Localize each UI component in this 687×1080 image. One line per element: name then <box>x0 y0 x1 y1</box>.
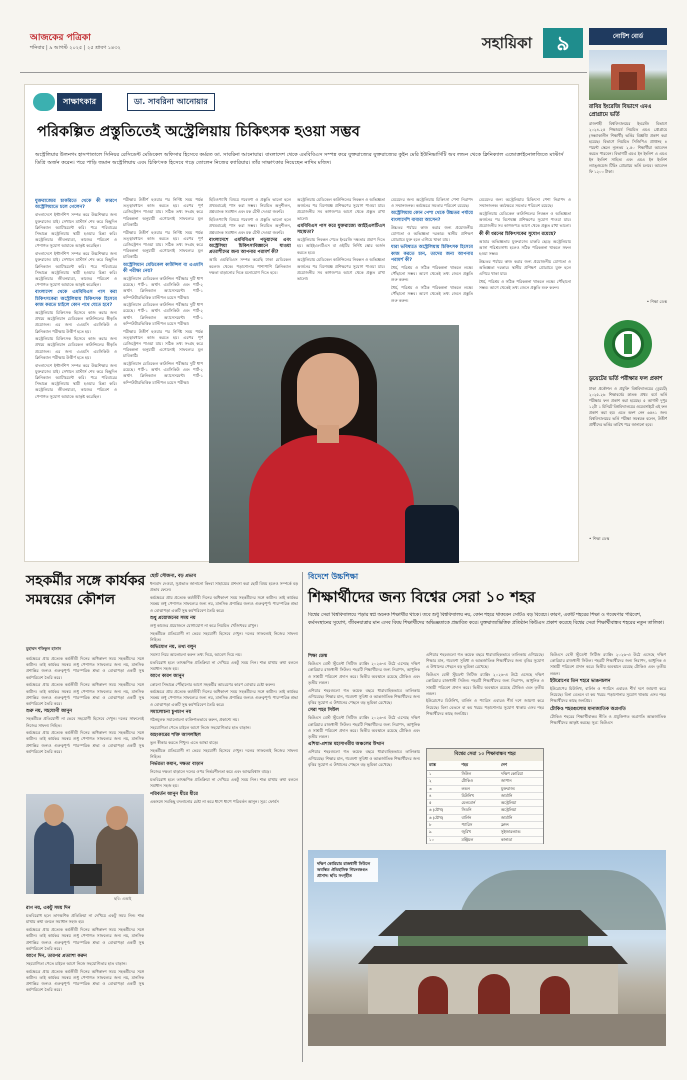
paragraph: শুধু কাজের প্রয়োজনে যোগাযোগ না করে নিয়মিত খোঁজখবর রাখুন। <box>150 622 258 628</box>
paragraph: কিউএস বেস্ট স্টুডেন্ট সিটিজ র‍্যাঙ্কিং ২০২৬-এ উঠে এসেছে দক্ষিণ কোরিয়ার রাজধানী সিউল। শহরটি শিক্ষার্থীদের জন্য নিরাপদ, আধুনিক ও সাশ্রয়ী পরিবেশ প্রদান করে। দ্বিতীয় অবস্থানে রয়েছে টোকিও এবং তৃতীয় লন্ডন। <box>426 672 544 696</box>
table-cell: ৬ (যৌথ) <box>429 814 444 820</box>
subheading: ছোট সৌজন্য, বড় প্রভাব <box>150 574 196 579</box>
subheading: সমালোচনা চুপচাপ নয় <box>150 709 192 715</box>
question: যারা ভবিষ্যতে অস্ট্রেলিয়ায় চিকিৎসক হিসেবে কাজ করতে চান, তাদের জন্য আপনার পরামর্শ কী? <box>391 245 473 263</box>
subheading: নির্ভরতা কমান, দক্ষতা বাড়ান <box>150 762 204 768</box>
table-header-cell: র‍্যাঙ্ক <box>429 762 437 767</box>
table-row <box>427 807 543 814</box>
palace-roof-lower <box>358 946 628 964</box>
study-col-1 <box>308 652 420 842</box>
photo-person-left <box>34 820 74 894</box>
paragraph: কিউএস বেস্ট স্টুডেন্ট সিটিজ র‍্যাঙ্কিং ২০২৬-এ উঠে এসেছে দক্ষিণ কোরিয়ার রাজধানী সিউল। শহরটি শিক্ষার্থীদের জন্য নিরাপদ, আধুনিক ও সাশ্রয়ী পরিবেশ প্রদান করে। দ্বিতীয় অবস্থানে রয়েছে টোকিও এবং তৃতীয় লন্ডন। <box>550 652 666 676</box>
table-cell: ৮ <box>429 822 432 828</box>
answer: মেয়েদের জন্য অস্ট্রেলিয়ায় চিকিৎসা পেশা নিরাপদ ও সম্মানজনক। কর্মক্ষেত্রে সমতার পরিবেশ রয়েছে। <box>479 197 571 209</box>
answer: অস্ট্রেলিয়ান মেডিকেল কাউন্সিল পরীক্ষার দুটি ধাপ রয়েছে। পার্ট-১ অর্থাৎ এমসিকিউ এবং পার্ট-২ অর্থাৎ ক্লিনিক্যাল অ্যাসেসমেন্ট। পার্ট-১ কম্পিউটারভিত্তিক মাল্টিপল চয়েস পরীক্ষা। <box>123 275 203 300</box>
paragraph: সহযোগিতা পেতে চাইলে আগে নিজে সহযোগিতার হাত বাড়ান। <box>26 961 127 967</box>
paragraph: ধন্যবাদ দেওয়া, সুপ্রভাত জানানো কিংবা সাহায্যের প্রশংসা করা ছোট বিষয় হলেও সম্পর্কে বড় প্রভাব ফেলে। <box>150 581 298 593</box>
paragraph: কর্মক্ষেত্রে প্রায় প্রত্যেক কর্মজীবী দিনের অধিকাংশ সময় সহকর্মীদের সঙ্গে কাটান। তাই কার্যকর সমন্বয় শুধু পেশাগত সাফল্যের জন্য নয়, মানসিক প্রশান্তির জন্যও গুরুত্বপূর্ণ। পারস্পরিক শ্রদ্ধা ও বোঝাপড়া একটি সুস্থ কর্মপরিবেশ তৈরি করে। <box>26 927 144 951</box>
career-col-1-bottom <box>26 904 144 1064</box>
career-byline: মুহাম্মদ শফিকুল হাসান <box>26 646 62 651</box>
career-photo-caption: ছবি: এআই <box>114 896 132 901</box>
paragraph: কিউএস বেস্ট স্টুডেন্ট সিটিজ র‍্যাঙ্কিং ২০২৬-এ উঠে এসেছে দক্ষিণ কোরিয়ার রাজধানী সিউল। শহরটি শিক্ষার্থীদের জন্য নিরাপদ, আধুনিক ও সাশ্রয়ী পরিবেশ প্রদান করে। দ্বিতীয় অবস্থানে রয়েছে টোকিও এবং তৃতীয় লন্ডন। <box>308 661 420 685</box>
palace-photo <box>308 850 666 1046</box>
table-cell: বার্লিন <box>461 814 472 820</box>
answer: ধৈর্য, পরিশ্রম ও সঠিক পরিকল্পনা থাকলে লক্ষ্যে পৌঁছানো সম্ভব। আগে থেকেই তথ্য জেনে প্রস্তুতি শুরু করুন। <box>391 285 473 303</box>
table-cell: সিডনি <box>461 807 472 813</box>
answer: পরীক্ষায় উত্তীর্ণ হওয়ার পর নির্দিষ্ট সময় পর্যন্ত তত্ত্বাবধানে কাজ করতে হয়। এরপর পূর্ণ রেজিস্ট্রেশন পাওয়া যায়। সঠিক তথ্য সংগ্রহ করে পরিকল্পনা অনুযায়ী এগোনোই সাফল্যের মূল চাবিকাঠি। <box>123 328 203 359</box>
paragraph: নিজের দক্ষতা বাড়ালে দলের ওপর নির্ভরশীলতা কমে এবং আত্মবিশ্বাস বাড়ে। <box>150 769 271 775</box>
table-cell: ১ <box>429 771 432 776</box>
interview-headline: পরিকল্পিত প্রস্তুতিতেই অস্ট্রেলিয়ায় চিকিৎসক হওয়া সম্ভব <box>37 124 360 140</box>
notice-body-1: রাজশাহী বিশ্ববিদ্যালয়ের ইংরেজি বিভাগে ২০২৪-২৫ শিক্ষাবর্ষে নিয়মিত এমএ প্রোগ্রামে (সন্ধ্যাকালীন শিক্ষার্থী) ভর্তির বিজ্ঞপ্তি প্রকাশ করা হয়েছে। বিভাগে নিয়মিত সিজিপিএ প্রাপ্তসহ ৪ পয়েন্ট স্কেলে ন্যূনতম ২.৫০ শিক্ষার্থীরা আবেদন করতে পারবেন। বিভাগটি এমএ ইন ইংলিশ এ এমএ ইন ইংলিশ সাহিত্য এবং এমএ ইন ইংলিশ ল্যাঙ্গুয়েজ টিচিং প্রোগ্রামে ভর্তি চলবে। আবেদন ফি ১২০০ টাকা। <box>589 121 667 174</box>
study-intro: বিশ্বের সেরা বিশ্ববিদ্যালয়ে পড়ার স্বপ্ন অনেক শিক্ষার্থীর থাকে। তবে শুধু বিশ্ববিদ্যালয় নয়, কোন শহরে থাকবেন সেটিও বড় বিবেচ্য। কারণ, একটি শহরের শিক্ষা ও গবেষণার পরিবেশ, কর্মসংস্থানের সুযোগ, জীবনযাত্রার মান এসব বিষয় শিক্ষার্থীদের অভিজ্ঞতাকে প্রভাবিত করে। যুক্তরাজ্যভিত্তিক প্রতিষ্ঠান কিউএস প্রকাশ করেছে বিশ্বের সেরা শিক্ষার্থীবান্ধব শহরের নতুন তালিকা। <box>308 613 664 626</box>
study-abroad-section <box>306 566 667 1066</box>
table-cell: টোকিও <box>461 778 473 784</box>
table-cell: মেলবোর্ন <box>461 800 476 806</box>
table-cell: ফ্রান্স <box>500 822 509 828</box>
paragraph: সহযোগিতা পেতে চাইলে আগে নিজে সহযোগিতার হাত বাড়ান। <box>150 724 251 730</box>
study-col-2 <box>426 652 544 742</box>
table-row <box>427 778 543 785</box>
interview-intro: অস্ট্রেলিয়ার উলনগং হাসপাতালে সিনিয়র রেসিডেন্ট মেডিকেল অফিসার হিসেবে কর্মরত ডা. সাবরিনা আনোয়ার। বাংলাদেশ থেকে এমবিবিএস সম্পন্ন করে যুক্তরাজ্যের যুক্তরাজ্যের কুইন মেরি ইউনিভার্সিটি অব লন্ডন থেকে ক্লিনিক্যাল এন্ডোক্রাইনোলজিতে মাস্টার্স ডিগ্রি অর্জন করেন। পরে পাড়ি জমান অস্ট্রেলিয়ায় এবং চিকিৎসক হিসেবে গড়ে তোলেন নিজের ক্যারিয়ার। তাঁর সাক্ষাৎকার নিয়েছেন নাদিম মজিদ। <box>35 152 564 166</box>
answer: অস্ট্রেলিয়ান মেডিকেল কাউন্সিল পরীক্ষার দুটি ধাপ রয়েছে। পার্ট-১ অর্থাৎ এমসিকিউ এবং পার্ট-২ অর্থাৎ ক্লিনিক্যাল অ্যাসেসমেন্ট। পার্ট-১ কম্পিউটারভিত্তিক মাল্টিপল চয়েস পরীক্ষা। <box>123 361 203 385</box>
notice-board-tab[interactable]: নোটিশ বোর্ড <box>589 28 667 45</box>
section-title: সহায়িকা <box>481 34 532 52</box>
portrait-neck <box>317 425 339 443</box>
masthead <box>20 28 587 73</box>
subheading: অভিযোগ নয়, তথ্য বলুন <box>150 645 197 651</box>
answer: পরীক্ষায় উত্তীর্ণ হওয়ার পর নির্দিষ্ট সময় পর্যন্ত তত্ত্বাবধানে কাজ করতে হয়। এরপর পূর্ণ রেজিস্ট্রেশন পাওয়া যায়। সঠিক তথ্য সংগ্রহ করে পরিকল্পনা অনুযায়ী এগোনোই সাফল্যের মূল চাবিকাঠি। <box>123 229 203 260</box>
notice-sign-2: • শিক্ষা ডেস্ক <box>589 535 610 541</box>
interview-section <box>24 84 579 562</box>
answer: ধৈর্য, পরিশ্রম ও সঠিক পরিকল্পনা থাকলে লক্ষ্যে পৌঁছানো সম্ভব। আগে থেকেই তথ্য জেনে প্রস্তুতি শুরু করুন। <box>479 278 571 291</box>
subheading: রাগ নয়, একটু সময় দিন <box>26 906 71 911</box>
table-cell: অস্ট্রেলিয়া <box>500 800 517 806</box>
table-header-cell: শহর <box>461 762 469 767</box>
interviewee-name: ডা. সাবরিনা আনোয়ার <box>127 93 215 111</box>
table-row <box>427 786 543 793</box>
answer: অস্ট্রেলিয়ায় মেডিকেল কাউন্সিলের নিবন্ধন ও অভিজ্ঞতা অর্জনের পর বিশেষজ্ঞ প্রশিক্ষণের সুযোগ পাওয়া যায়। প্রয়োজনীয় সব কাগজপত্র আগে থেকে প্রস্তুত রাখা ভালো। <box>479 210 571 229</box>
paragraph: মতবিরোধ হলে তাৎক্ষণিক প্রতিক্রিয়া না দেখিয়ে একটু সময় নিন। শান্ত মাথায় কথা বললে সমাধান সহজ হয়। <box>26 913 144 925</box>
answer: অস্ট্রেলিয়ায় চিকিৎসক হিসেবে কাজ করার জন্য প্রথমে অস্ট্রেলিয়ান মেডিকেল কাউন্সিলের স্বীকৃতি প্রয়োজন। এর জন্য এএমসি এমসিকিউ ও ক্লিনিক্যাল পরীক্ষায় উত্তীর্ণ হতে হয়। <box>35 336 117 360</box>
answer: অস্ট্রেলিয়ায় চিকিৎসক হিসেবে কাজ করার জন্য প্রথমে অস্ট্রেলিয়ান মেডিকেল কাউন্সিলের স্বীকৃতি প্রয়োজন। এর জন্য এএমসি এমসিকিউ ও ক্লিনিক্যাল পরীক্ষায় উত্তীর্ণ হতে হয়। <box>35 309 117 334</box>
question: কী কী ধরনের চিকিৎসকের সুযোগ রয়েছে? <box>479 231 556 237</box>
career-col-2 <box>150 572 298 1064</box>
answer: অস্ট্রেলিয়ান মেডিকেল কাউন্সিল পরীক্ষার দুটি ধাপ রয়েছে। পার্ট-১ অর্থাৎ এমসিকিউ এবং পার্ট-২ অর্থাৎ ক্লিনিক্যাল অ্যাসেসমেন্ট। পার্ট-১ কম্পিউটারভিত্তিক মাল্টিপল চয়েস পরীক্ষা। <box>123 302 203 326</box>
answer: উচ্চতর পর্যায়ে কাজ করার জন্য প্রয়োজনীয় যোগ্যতা ও অভিজ্ঞতা দরকার। স্থানীয় প্রশিক্ষণ প্রোগ্রামে যুক্ত হলে এগিয়ে থাকা যায়। <box>391 224 473 243</box>
ranking-table-header <box>427 761 543 771</box>
table-cell: প্যারিস <box>461 822 473 828</box>
notice-title-1: রাবির ইংরেজি বিভাগে এমএ প্রোগ্রামে ভর্তি <box>589 104 652 118</box>
subheading: আগে কারণ জানুন <box>150 674 185 680</box>
notice-board <box>589 28 667 583</box>
table-cell: জার্মানি <box>500 792 513 798</box>
interview-col-3 <box>209 197 291 319</box>
table-cell: ৯ <box>429 829 432 835</box>
table-cell: অস্ট্রেলিয়া <box>500 807 517 813</box>
answer: অস্ট্রেলিয়ায় নিবন্ধন পেতে ইংরেজি দক্ষতার প্রমাণ দিতে হয়। আইইএলটিএস বা ওইটির নির্দিষ্ট স্কোর অর্জন করতে হবে। <box>297 237 385 255</box>
table-row <box>427 793 543 800</box>
notice-logo-duet <box>604 320 652 368</box>
table-cell: কানাডা <box>500 836 513 842</box>
answer: বাংলাদেশে ইন্টার্নশিপ সম্পন্ন করে উচ্চশিক্ষার জন্য যুক্তরাজ্যে যাই। সেখানে মাস্টার্স শেষ করে কিছুদিন ক্লিনিক্যাল অ্যাটাচমেন্ট করি। পরে পরিবারের সিদ্ধান্তে অস্ট্রেলিয়ায় স্থায়ী হওয়ার চিন্তা করি। অস্ট্রেলিয়ার জীবনযাত্রা, কাজের পরিবেশ ও পেশাগত সুযোগ আমাকে আকৃষ্ট করেছিল। <box>35 212 117 249</box>
byline: শিক্ষা ডেস্ক <box>308 654 328 659</box>
photo-person-right <box>96 824 138 894</box>
paragraph: কিউএস বেস্ট স্টুডেন্ট সিটিজ র‍্যাঙ্কিং ২০২৬-এ উঠে এসেছে দক্ষিণ কোরিয়ার রাজধানী সিউল। শহরটি শিক্ষার্থীদের জন্য নিরাপদ, আধুনিক ও সাশ্রয়ী পরিবেশ প্রদান করে। দ্বিতীয় অবস্থানে রয়েছে টোকিও এবং তৃতীয় লন্ডন। <box>308 715 420 739</box>
photo-person-right-head <box>106 806 128 830</box>
photo-person-left-head <box>44 804 64 826</box>
palace-roof <box>378 910 608 936</box>
photo-caption-box <box>314 858 378 882</box>
subheading: আগে দিন, তারপর প্রত্যাশা করুন <box>26 953 87 959</box>
column-divider <box>302 572 303 1062</box>
answer: উচ্চতর পর্যায়ে কাজ করার জন্য প্রয়োজনীয় যোগ্যতা ও অভিজ্ঞতা দরকার। স্থানীয় প্রশিক্ষণ প্রোগ্রামে যুক্ত হলে এগিয়ে থাকা যায়। <box>479 258 571 277</box>
question: এমবিবিএস পাস করে যুক্তরাজ্যে আইইএলটিএস সহায়তা? <box>297 223 385 236</box>
table-row <box>427 837 543 844</box>
table-cell: মন্ট্রিয়ল <box>461 836 474 842</box>
question: বাংলাদেশে এমবিবিএস পড়ুয়াদের এবং অস্ট্রেলিয়া চিকিৎসাবিজ্ঞানে যাওয়া প্রত্যাশীদের জন্য আপনার পরামর্শ কী? <box>209 237 291 256</box>
paragraph: কর্মক্ষেত্রে প্রায় প্রত্যেক কর্মজীবী দিনের অধিকাংশ সময় সহকর্মীদের সঙ্গে কাটান। তাই কার্যকর সমন্বয় শুধু পেশাগত সাফল্যের জন্য নয়, মানসিক প্রশান্তির জন্যও গুরুত্বপূর্ণ। পারস্পরিক শ্রদ্ধা ও বোঝাপড়া একটি সুস্থ কর্মপরিবেশ তৈরি করে। <box>150 595 298 613</box>
question: যুক্তরাজ্যের চাকরিতে থেকে কী কারণে অস্ট্রেলিয়াতে চলে গেলেন? <box>35 199 117 211</box>
brand-name[interactable]: আজকের পত্রিকা <box>30 33 91 43</box>
career-headline: সহকর্মীর সঙ্গে কার্যকর সমন্বয়ের কৌশল <box>26 573 146 608</box>
paragraph: এশিয়ার শহরগুলো গত কয়েক বছরে ধারাবাহিকভাবে তালিকায় এগিয়েছে। শিক্ষার মান, গবেষণা সুবিধা ও আন্তর্জাতিক শিক্ষার্থীদের জন্য বৃত্তির সুযোগ এ উত্থানের পেছনে বড় ভূমিকা রেখেছে। <box>308 687 420 705</box>
table-cell: সুইজারল্যান্ড <box>500 829 521 835</box>
palace-beam <box>398 936 588 946</box>
subheading: পরিবর্তন আনুন ধীরে ধীরে <box>150 791 198 797</box>
paragraph: কর্মক্ষেত্রে প্রায় প্রত্যেক কর্মজীবী দিনের অধিকাংশ সময় সহকর্মীদের সঙ্গে কাটান। তাই কার্যকর সমন্বয় শুধু পেশাগত সাফল্যের জন্য নয়, মানসিক প্রশান্তির জন্যও গুরুত্বপূর্ণ। পারস্পরিক শ্রদ্ধা ও বোঝাপড়া একটি সুস্থ কর্মপরিবেশ তৈরি করে। <box>150 689 298 707</box>
answer: পরীক্ষায় উত্তীর্ণ হওয়ার পর নির্দিষ্ট সময় পর্যন্ত তত্ত্বাবধানে কাজ করতে হয়। এরপর পূর্ণ রেজিস্ট্রেশন পাওয়া যায়। সঠিক তথ্য সংগ্রহ করে পরিকল্পনা অনুযায়ী এগোনোই সাফল্যের মূল চাবিকাঠি। <box>123 197 203 227</box>
study-headline: শিক্ষার্থীদের জন্য বিশ্বের সেরা ১০ শহর <box>308 588 536 606</box>
portrait-top <box>249 435 414 563</box>
paragraph: গঠনমূলক সমালোচনা ব্যক্তিগতভাবে করুন, প্রকাশ্যে নয়। <box>150 717 239 723</box>
subheading: শুধু প্রয়োজনের সময় নয় <box>150 615 196 621</box>
paragraph: ভুল স্বীকার করতে শিখুন। এতে আস্থা বাড়ে। <box>150 740 219 746</box>
paragraph: সহকর্মীকে প্রতিযোগী না ভেবে সহযোগী হিসেবে দেখুন। দলের সাফল্যেই নিজের সাফল্য নিহিত। <box>150 747 298 760</box>
plaza-ground <box>308 1014 666 1046</box>
answer: হিমিওপ্যাথি বিষয়ে গবেষণা ও প্রস্তুতি ভালো হলে প্রথমবারেই পাস করা সম্ভব। নিয়মিত অনুশীলন, প্রশ্নব্যাংক সমাধান এবং মক টেস্ট দেওয়া জরুরি। <box>209 217 291 235</box>
table-cell: লন্ডন <box>461 785 470 791</box>
subheading: ইউরোপের তিন শহরে ভাঙনচলন <box>550 678 611 684</box>
table-cell: সিউল <box>461 771 472 776</box>
answer: হিমিওপ্যাথি বিষয়ে গবেষণা ও প্রস্তুতি ভালো হলে প্রথমবারেই পাস করা সম্ভব। নিয়মিত অনুশীলন, প্রশ্নব্যাংক সমাধান এবং মক টেস্ট দেওয়া জরুরি। <box>209 197 291 215</box>
answer: অস্ট্রেলিয়ায় মেডিকেল কাউন্সিলের নিবন্ধন ও অভিজ্ঞতা অর্জনের পর বিশেষজ্ঞ প্রশিক্ষণের সুযোগ পাওয়া যায়। প্রয়োজনীয় সব কাগজপত্র আগে থেকে প্রস্তুত রাখা ভালো। <box>297 257 385 281</box>
paragraph: কর্মক্ষেত্রে প্রায় প্রত্যেক কর্মজীবী দিনের অধিকাংশ সময় সহকর্মীদের সঙ্গে কাটান। তাই কার্যকর সমন্বয় শুধু পেশাগত সাফল্যের জন্য নয়, মানসিক প্রশান্তির জন্যও গুরুত্বপূর্ণ। পারস্পরিক শ্রদ্ধা ও বোঝাপড়া একটি সুস্থ কর্মপরিবেশ তৈরি করে। <box>26 656 144 680</box>
table-row <box>427 771 543 778</box>
table-cell: জার্মানি <box>500 814 513 820</box>
question: বাংলাদেশ থেকে এমবিবিএস পাস করা চিকিৎসকেরা অস্ট্রেলিয়ায় চিকিৎসক হিসেবে কাজ করতে চাইলে কোন পথে যেতে হবে? <box>35 290 117 308</box>
portrait-photo <box>209 325 459 563</box>
ranking-table-body <box>427 771 543 844</box>
palace-gate-left <box>418 976 448 1014</box>
table-row <box>427 800 543 807</box>
palace-gate-right <box>540 976 570 1014</box>
table-cell: ৩ <box>429 785 432 791</box>
ranking-table-title: বিশ্বের সেরা ১০ শিক্ষাবান্ধব শহর <box>427 749 543 761</box>
subheading: শুরু নয়, সহযোগী জানুন <box>26 709 72 715</box>
answer: আমি এমবিবিএস সম্পন্ন করেছি ঢাকা মেডিকেল কলেজ থেকে। পড়াশোনার পাশাপাশি ক্লিনিক্যাল দক্ষতা বাড়ানোর দিকে মনোযোগ দিতে হবে। <box>209 257 291 275</box>
answer: অস্ট্রেলিয়ায় মেডিকেল কাউন্সিলের নিবন্ধন ও অভিজ্ঞতা অর্জনের পর বিশেষজ্ঞ প্রশিক্ষণের সুযোগ পাওয়া যায়। প্রয়োজনীয় সব কাগজপত্র আগে থেকে প্রস্তুত রাখা ভালো। <box>297 197 385 221</box>
study-kicker: বিদেশে উচ্চশিক্ষা <box>308 572 359 581</box>
paragraph: কোনো সিদ্ধান্তে পৌঁছানোর আগে সহকর্মীর আচরণের কারণ বোঝার চেষ্টা করুন। <box>150 681 276 687</box>
dateline: শনিবার | ৯ আগস্ট ২০২৫ | ২৫ শ্রাবণ ১৪৩২ <box>30 45 121 51</box>
page-number: ৯ <box>556 31 570 55</box>
table-cell: দক্ষিণ কোরিয়া <box>500 771 523 776</box>
interview-col-1 <box>35 197 117 557</box>
photo-laptop <box>70 864 102 886</box>
notice-body-2: ঢাকা প্রকৌশল ও প্রযুক্তি বিশ্ববিদ্যালয়ের (ডুয়েট) ২০২৫-২৬ শিক্ষাবর্ষের স্নাতক প্রথম বর্ষে ভর্তি পরীক্ষার ফল প্রকাশ করা হয়েছে। ৫ আগস্ট দুপুর ১২টা ১ মিনিটে বিশ্ববিদ্যালয়ের ওয়েবসাইটে এই ফল প্রকাশ করা হয়। এতে অংশ নেন ৬৫৪১ জন। বিশ্ববিদ্যালয়ের ভর্তি পরীক্ষা সমন্বয়ক বলেন, উত্তীর্ণ প্রার্থীদের ভর্তির তারিখ পরে জানানো হবে। <box>589 385 667 427</box>
table-header-cell: দেশ <box>500 762 507 767</box>
ranking-table <box>426 748 544 844</box>
paragraph: সহকর্মীকে প্রতিযোগী না ভেবে সহযোগী হিসেবে দেখুন। দলের সাফল্যেই নিজের সাফল্য নিহিত। <box>150 630 298 642</box>
subheading: টোকিও শহরগুলোর মানাজাতিক অগ্রগতি <box>550 706 626 712</box>
notice-photo-rabi <box>589 50 667 100</box>
table-cell: ২ <box>429 778 432 784</box>
career-section <box>24 566 299 1066</box>
notice-sign-1: • শিক্ষা ডেস্ক <box>646 299 667 304</box>
portrait-bag <box>405 505 459 563</box>
interview-col-2 <box>123 197 203 557</box>
table-cell: ৬ (যৌথ) <box>429 807 444 813</box>
paragraph: ইউরোপের মিউনিখ, বার্লিন ও প্যারিস এবারও শীর্ষ দশে জায়গা করে নিয়েছে। বিনা বেতনে বা কম খরচে পড়াশোনার সুযোগ থাকায় এসব শহর শিক্ষার্থীদের কাছে জনপ্রিয়। <box>426 698 544 716</box>
speech-bubble-icon <box>33 93 55 111</box>
subheading: অহংকারের শক্তি আসলছিল <box>150 732 201 738</box>
answer: ধৈর্য, পরিশ্রম ও সঠিক পরিকল্পনা থাকলে লক্ষ্যে পৌঁছানো সম্ভব। আগে থেকেই তথ্য জেনে প্রস্তুতি শুরু করুন। <box>391 265 473 283</box>
table-row <box>427 829 543 836</box>
palace-gate-middle <box>478 974 510 1014</box>
subheading: সেরা শহর সিউল <box>308 708 339 714</box>
answer: আমার অভিজ্ঞতায় যুক্তরাজ্যে চাকরি ছেড়ে অস্ট্রেলিয়ায় আসা পরিশ্রমসাধ্য হলেও সঠিক পরিকল্পনা থাকলে সফল হওয়া সম্ভব। <box>479 238 571 257</box>
page-number-box <box>543 28 583 58</box>
paragraph: মতবিরোধ হলে তাৎক্ষণিক প্রতিক্রিয়া না দেখিয়ে একটু সময় নিন। শান্ত মাথায় কথা বললে সমাধান সহজ হয়। <box>150 659 298 672</box>
table-cell: ১০ <box>429 836 435 842</box>
paragraph: মতবিরোধ হলে তাৎক্ষণিক প্রতিক্রিয়া না দেখিয়ে একটু সময় নিন। শান্ত মাথায় কথা বললে সমাধান সহজ হয়। <box>150 777 298 789</box>
badge-label: সাক্ষাৎকার <box>57 93 102 111</box>
paragraph: ইউরোপের মিউনিখ, বার্লিন ও প্যারিস এবারও শীর্ষ দশে জায়গা করে নিয়েছে। বিনা বেতনে বা কম খরচে পড়াশোনার সুযোগ থাকায় এসব শহর শিক্ষার্থীদের কাছে জনপ্রিয়। <box>550 686 666 704</box>
table-cell: জাপান <box>500 778 512 784</box>
table-cell: মিউনিখ <box>461 792 474 798</box>
paragraph: এশিয়ার শহরগুলো গত কয়েক বছরে ধারাবাহিকভাবে তালিকায় এগিয়েছে। শিক্ষার মান, গবেষণা সুবিধা ও আন্তর্জাতিক শিক্ষার্থীদের জন্য বৃত্তির সুযোগ এ উত্থানের পেছনে বড় ভূমিকা রেখেছে। <box>308 749 420 767</box>
paragraph: এশিয়ার শহরগুলো গত কয়েক বছরে ধারাবাহিকভাবে তালিকায় এগিয়েছে। শিক্ষার মান, গবেষণা সুবিধা ও আন্তর্জাতিক শিক্ষার্থীদের জন্য বৃত্তির সুযোগ এ উত্থানের পেছনে বড় ভূমিকা রেখেছে। <box>426 652 544 670</box>
table-cell: ৪ <box>429 792 432 798</box>
paragraph: কর্মক্ষেত্রে প্রায় প্রত্যেক কর্মজীবী দিনের অধিকাংশ সময় সহকর্মীদের সঙ্গে কাটান। তাই কার্যকর সমন্বয় শুধু পেশাগত সাফল্যের জন্য নয়, মানসিক প্রশান্তির জন্যও গুরুত্বপূর্ণ। পারস্পরিক শ্রদ্ধা ও বোঝাপড়া একটি সুস্থ কর্মপরিবেশ তৈরি করে। <box>26 682 144 706</box>
answer: বাংলাদেশে ইন্টার্নশিপ সম্পন্ন করে উচ্চশিক্ষার জন্য যুক্তরাজ্যে যাই। সেখানে মাস্টার্স শেষ করে কিছুদিন ক্লিনিক্যাল অ্যাটাচমেন্ট করি। পরে পরিবারের সিদ্ধান্তে অস্ট্রেলিয়ায় স্থায়ী হওয়ার চিন্তা করি। অস্ট্রেলিয়ার জীবনযাত্রা, কাজের পরিবেশ ও পেশাগত সুযোগ আমাকে আকৃষ্ট করেছিল। <box>35 362 117 399</box>
answer: বাংলাদেশে ইন্টার্নশিপ সম্পন্ন করে উচ্চশিক্ষার জন্য যুক্তরাজ্যে যাই। সেখানে মাস্টার্স শেষ করে কিছুদিন ক্লিনিক্যাল অ্যাটাচমেন্ট করি। পরে পরিবারের সিদ্ধান্তে অস্ট্রেলিয়ায় স্থায়ী হওয়ার চিন্তা করি। অস্ট্রেলিয়ার জীবনযাত্রা, কাজের পরিবেশ ও পেশাগত সুযোগ আমাকে আকৃষ্ট করেছিল। <box>35 251 117 288</box>
paragraph: টোকিও শহরের শিক্ষার্থীবান্ধব নীতি ও প্রযুক্তিগত অগ্রগতি আন্তর্জাতিক শিক্ষার্থীদের আকৃষ্ট করছে। সূত্র: কিউএস <box>550 713 666 726</box>
photo-caption: দক্ষিণ কোরিয়ার রাজধানী সিউলে অবস্থিত ঐতিহাসিক গিয়ংবকগুং প্রাসাদ। ছবি: সংগৃহীত <box>317 861 371 878</box>
paragraph: সমস্যা নিয়ে আলোচনা করুন তথ্য দিয়ে, আবেগ দিয়ে নয়। <box>150 652 242 658</box>
question: অস্ট্রেলিয়ায় কোন পেশা থেকে উচ্চতর পর্যায়ে বাংলাদেশি বাবারা আসেন? <box>391 211 473 223</box>
paragraph: একসঙ্গে সবকিছু বদলানোর চেষ্টা না করে ধাপে ধাপে পরিবর্তন আনুন। সূত্র: ফোর্বস <box>150 798 279 804</box>
table-row <box>427 822 543 829</box>
answer: মেয়েদের জন্য অস্ট্রেলিয়ায় চিকিৎসা পেশা নিরাপদ ও সম্মানজনক। কর্মক্ষেত্রে সমতার পরিবেশ রয়েছে। <box>391 197 473 209</box>
notice-title-2: ডুয়েটের ভর্তি পরীক্ষার ফল প্রকাশ <box>589 376 663 382</box>
paragraph: কর্মক্ষেত্রে প্রায় প্রত্যেক কর্মজীবী দিনের অধিকাংশ সময় সহকর্মীদের সঙ্গে কাটান। তাই কার্যকর সমন্বয় শুধু পেশাগত সাফল্যের জন্য নয়, মানসিক প্রশান্তির জন্যও গুরুত্বপূর্ণ। পারস্পরিক শ্রদ্ধা ও বোঝাপড়া একটি সুস্থ কর্মপরিবেশ তৈরি করে। <box>26 730 144 754</box>
paragraph: কর্মক্ষেত্রে প্রায় প্রত্যেক কর্মজীবী দিনের অধিকাংশ সময় সহকর্মীদের সঙ্গে কাটান। তাই কার্যকর সমন্বয় শুধু পেশাগত সাফল্যের জন্য নয়, মানসিক প্রশান্তির জন্যও গুরুত্বপূর্ণ। পারস্পরিক শ্রদ্ধা ও বোঝাপড়া একটি সুস্থ কর্মপরিবেশ তৈরি করে। <box>26 968 144 993</box>
table-cell: যুক্তরাজ্য <box>500 785 515 791</box>
table-row <box>427 815 543 822</box>
table-cell: জুরিখ <box>461 829 471 835</box>
paragraph: সহকর্মীকে প্রতিযোগী না ভেবে সহযোগী হিসেবে দেখুন। দলের সাফল্যেই নিজের সাফল্য নিহিত। <box>26 716 144 728</box>
question: অস্ট্রেলিয়ান মেডিকেল কাউন্সিল বা এএমসি কী পরীক্ষা নেয়? <box>123 262 203 274</box>
interview-badge <box>33 93 283 113</box>
portrait-face <box>297 353 359 431</box>
subheading: এশিয়া-প্রশান্ত মহাসাগরীয় অঞ্চলের উত্থান <box>308 742 385 748</box>
study-col-3 <box>550 652 666 842</box>
table-cell: ৫ <box>429 800 432 806</box>
career-photo <box>26 794 144 894</box>
interview-col-6 <box>479 197 571 557</box>
